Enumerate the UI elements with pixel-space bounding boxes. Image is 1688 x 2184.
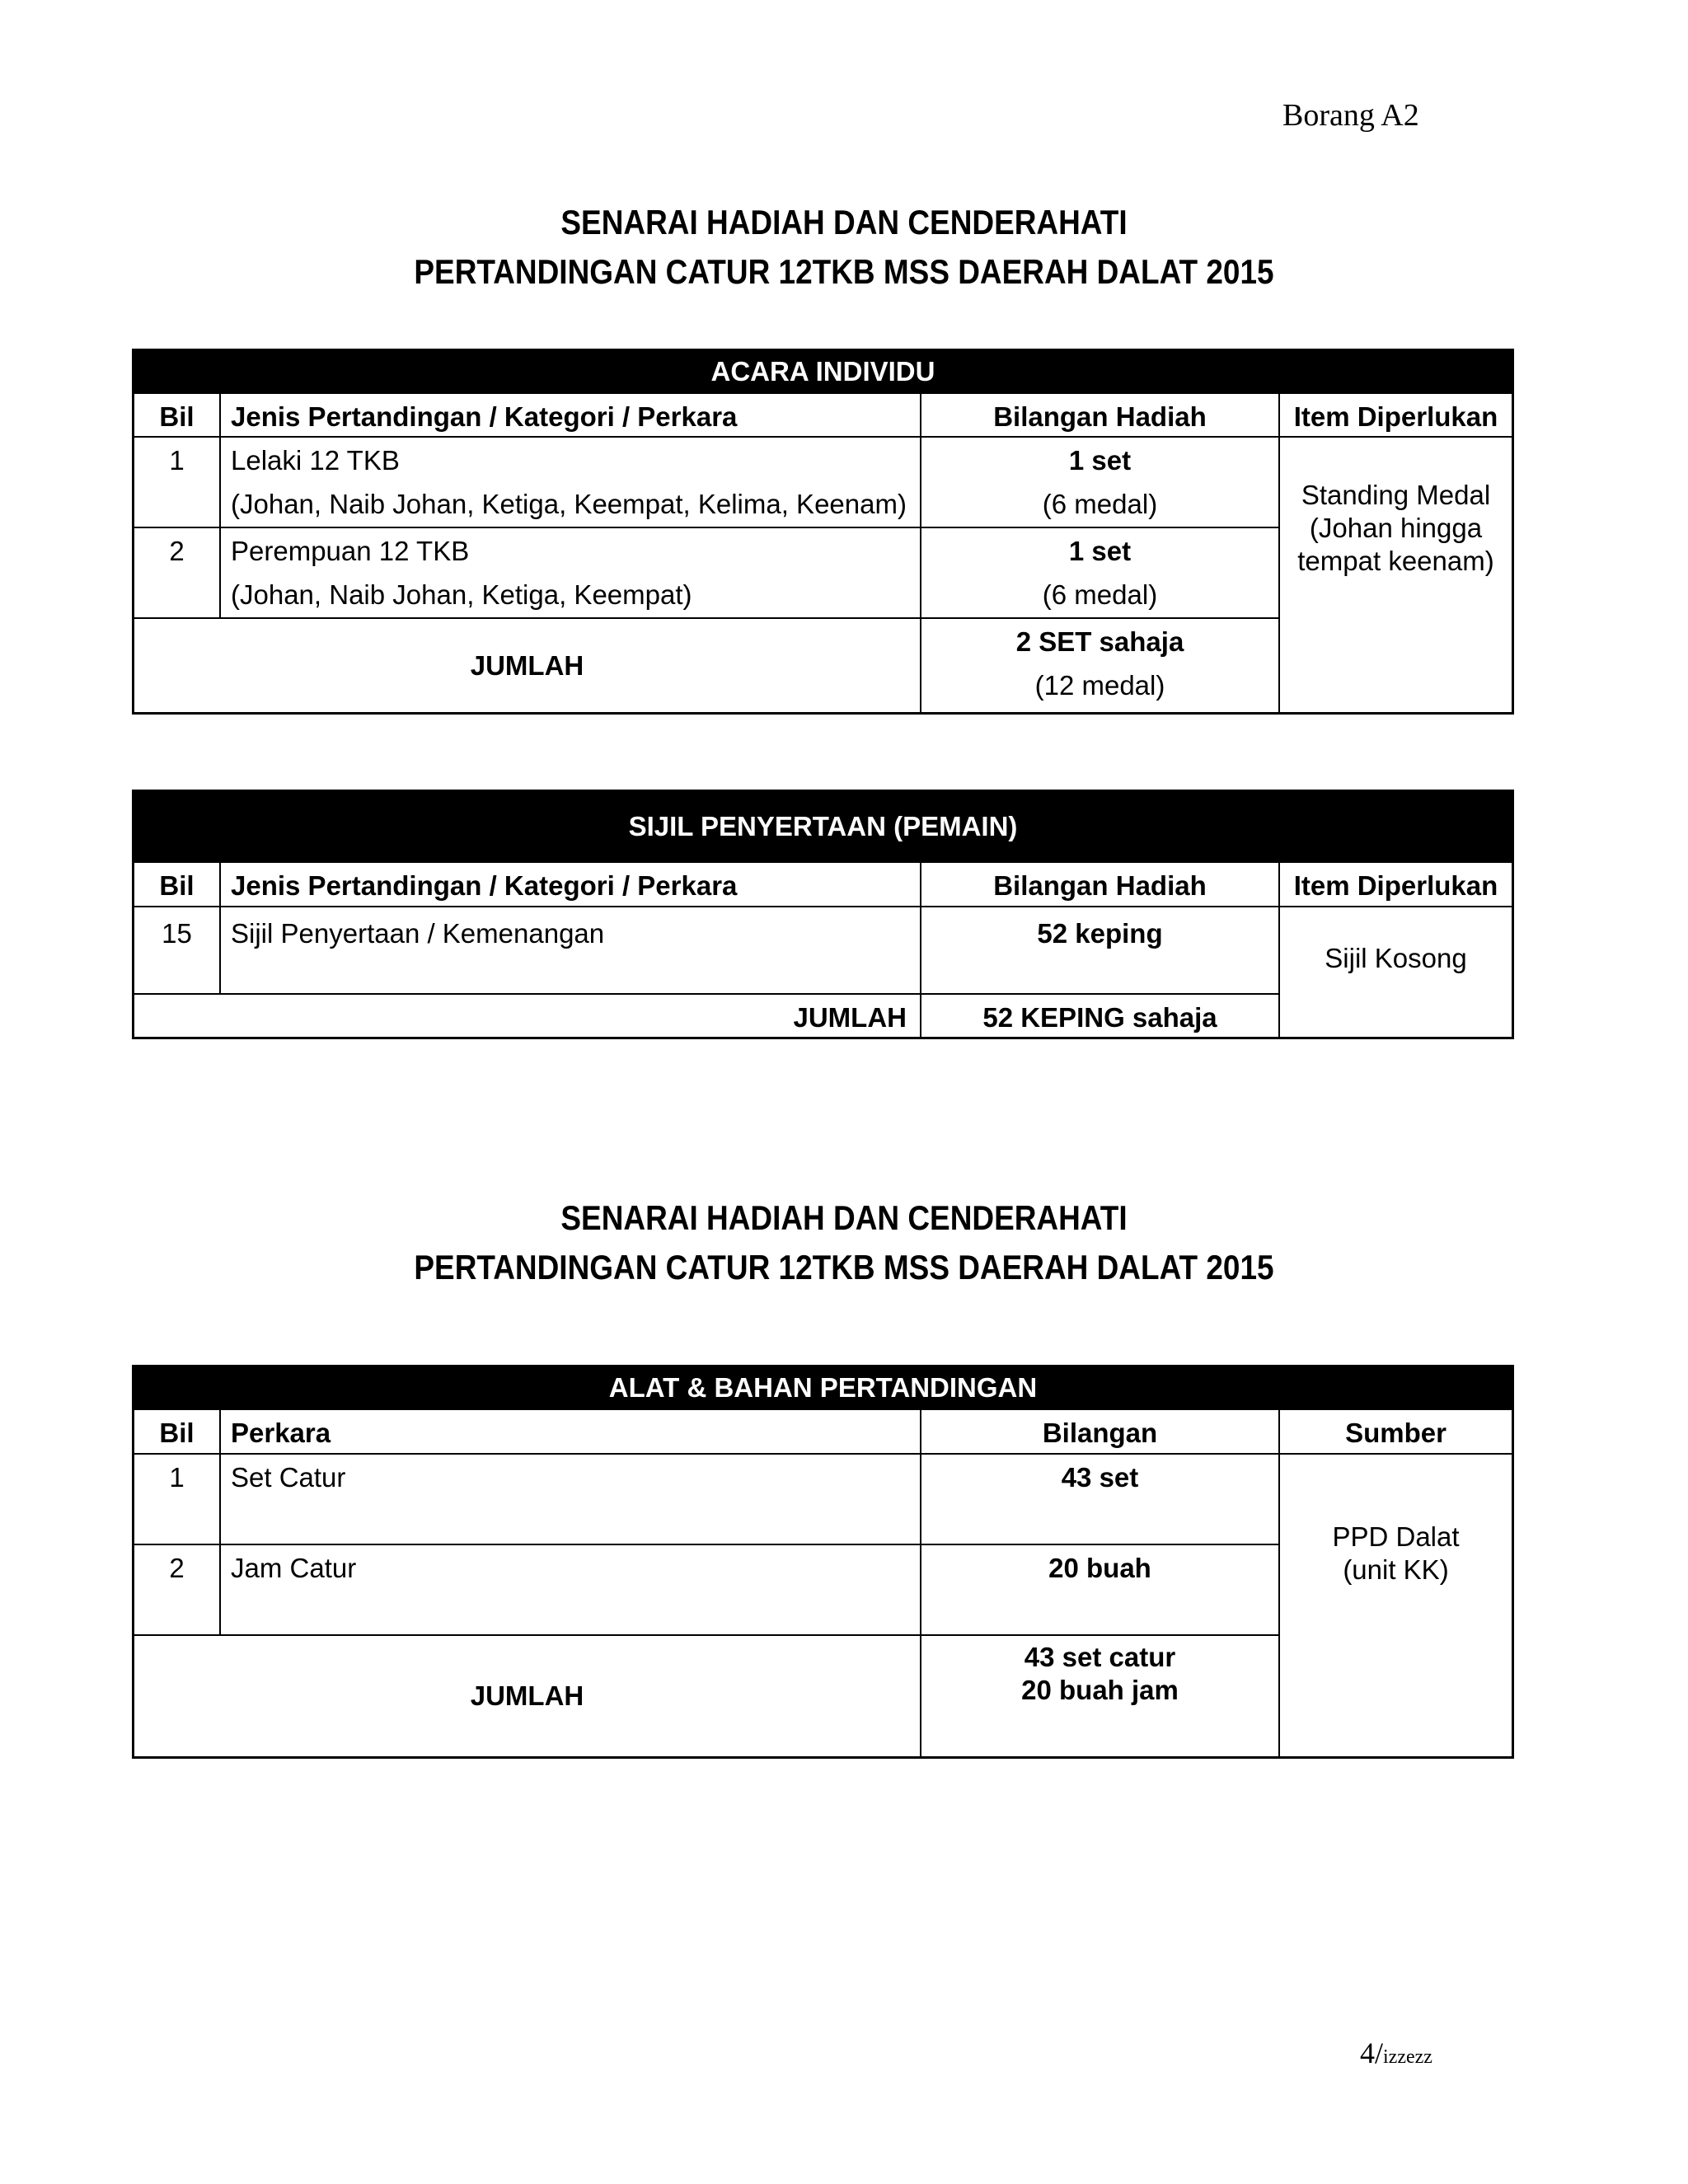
table-row-bil: 1	[134, 436, 219, 527]
row-desc-line2: (Johan, Naib Johan, Ketiga, Keempat)	[219, 572, 920, 617]
row-desc-line1: Perempuan 12 TKB	[219, 527, 920, 572]
table-row-bil: 1	[134, 1453, 219, 1544]
row-desc-line2: (Johan, Naib Johan, Ketiga, Keempat, Kelima, Keenam)	[219, 481, 920, 527]
table-heading: ALAT & BAHAN PERTANDINGAN	[134, 1367, 1512, 1408]
row-desc: Sijil Penyertaan / Kemenangan	[219, 906, 920, 993]
table-row-bil: 15	[134, 906, 219, 993]
total-label: JUMLAH	[134, 617, 920, 712]
table-row-bil: 2	[134, 1544, 219, 1634]
total-qty-line2: (12 medal)	[920, 663, 1278, 712]
item-diperlukan: Sijil Kosong	[1278, 906, 1512, 1037]
table-heading: ACARA INDIVIDU	[134, 351, 1512, 392]
row-qty-line2: (6 medal)	[920, 572, 1278, 617]
col-header-bil: Bil	[134, 392, 219, 436]
col-header-jenis: Jenis Pertandingan / Kategori / Perkara	[219, 861, 920, 906]
total-qty-line1: 2 SET sahaja	[920, 617, 1278, 663]
title-line-1: SENARAI HADIAH DAN CENDERAHATI	[560, 203, 1128, 241]
sumber	[1278, 1453, 1512, 1756]
col-header-bilangan: Bilangan Hadiah	[920, 392, 1278, 436]
col-header-jenis: Jenis Pertandingan / Kategori / Perkara	[219, 392, 920, 436]
col-header-bil: Bil	[134, 861, 219, 906]
form-code: Borang A2	[1282, 98, 1419, 133]
section1-title	[0, 198, 1688, 297]
col-header-item: Item Diperlukan	[1278, 392, 1512, 436]
col-header-bilangan: Bilangan Hadiah	[920, 861, 1278, 906]
section2-title	[0, 1193, 1688, 1292]
table-heading: SIJIL PENYERTAAN (PEMAIN)	[134, 792, 1512, 861]
total-qty-line2: 20 buah jam	[1021, 1675, 1179, 1705]
row-qty: 20 buah	[920, 1544, 1278, 1634]
sumber-line-2: (unit KK)	[1343, 1554, 1449, 1585]
row-qty: 52 keping	[920, 906, 1278, 993]
row-qty-line2: (6 medal)	[920, 481, 1278, 527]
row-qty-line1: 1 set	[920, 436, 1278, 481]
page-number-suffix: izzezz	[1383, 2046, 1432, 2068]
item-diperlukan	[1278, 436, 1512, 712]
total-label: JUMLAH	[134, 993, 920, 1037]
total-qty-line1: 43 set catur	[1024, 1642, 1176, 1672]
item-line-3: tempat keenam)	[1297, 546, 1494, 576]
sumber-line-1: PPD Dalat	[1332, 1521, 1460, 1552]
row-qty: 43 set	[920, 1453, 1278, 1544]
col-header-perkara: Perkara	[219, 1408, 920, 1453]
row-desc-line1: Lelaki 12 TKB	[219, 436, 920, 481]
page-number	[1360, 2036, 1525, 2070]
col-header-sumber: Sumber	[1278, 1408, 1512, 1453]
page-number-value: 4/	[1360, 2036, 1384, 2069]
total-qty	[920, 1634, 1278, 1756]
table-sijil-penyertaan	[132, 790, 1514, 1039]
item-line-1: Standing Medal	[1301, 480, 1491, 510]
title-line-1: SENARAI HADIAH DAN CENDERAHATI	[560, 1198, 1128, 1237]
col-header-bil: Bil	[134, 1408, 219, 1453]
col-header-bilangan: Bilangan	[920, 1408, 1278, 1453]
table-acara-individu	[132, 349, 1514, 715]
title-line-2: PERTANDINGAN CATUR 12TKB MSS DAERAH DALAT 2015	[414, 252, 1274, 291]
item-line-2: (Johan hingga	[1309, 513, 1483, 543]
row-desc: Set Catur	[219, 1453, 920, 1544]
row-desc: Jam Catur	[219, 1544, 920, 1634]
total-qty: 52 KEPING sahaja	[920, 993, 1278, 1037]
table-row-bil: 2	[134, 527, 219, 617]
title-line-2: PERTANDINGAN CATUR 12TKB MSS DAERAH DALAT 2015	[414, 1248, 1274, 1286]
col-header-item: Item Diperlukan	[1278, 861, 1512, 906]
row-qty-line1: 1 set	[920, 527, 1278, 572]
table-alat-bahan	[132, 1365, 1514, 1759]
total-label: JUMLAH	[134, 1634, 920, 1756]
